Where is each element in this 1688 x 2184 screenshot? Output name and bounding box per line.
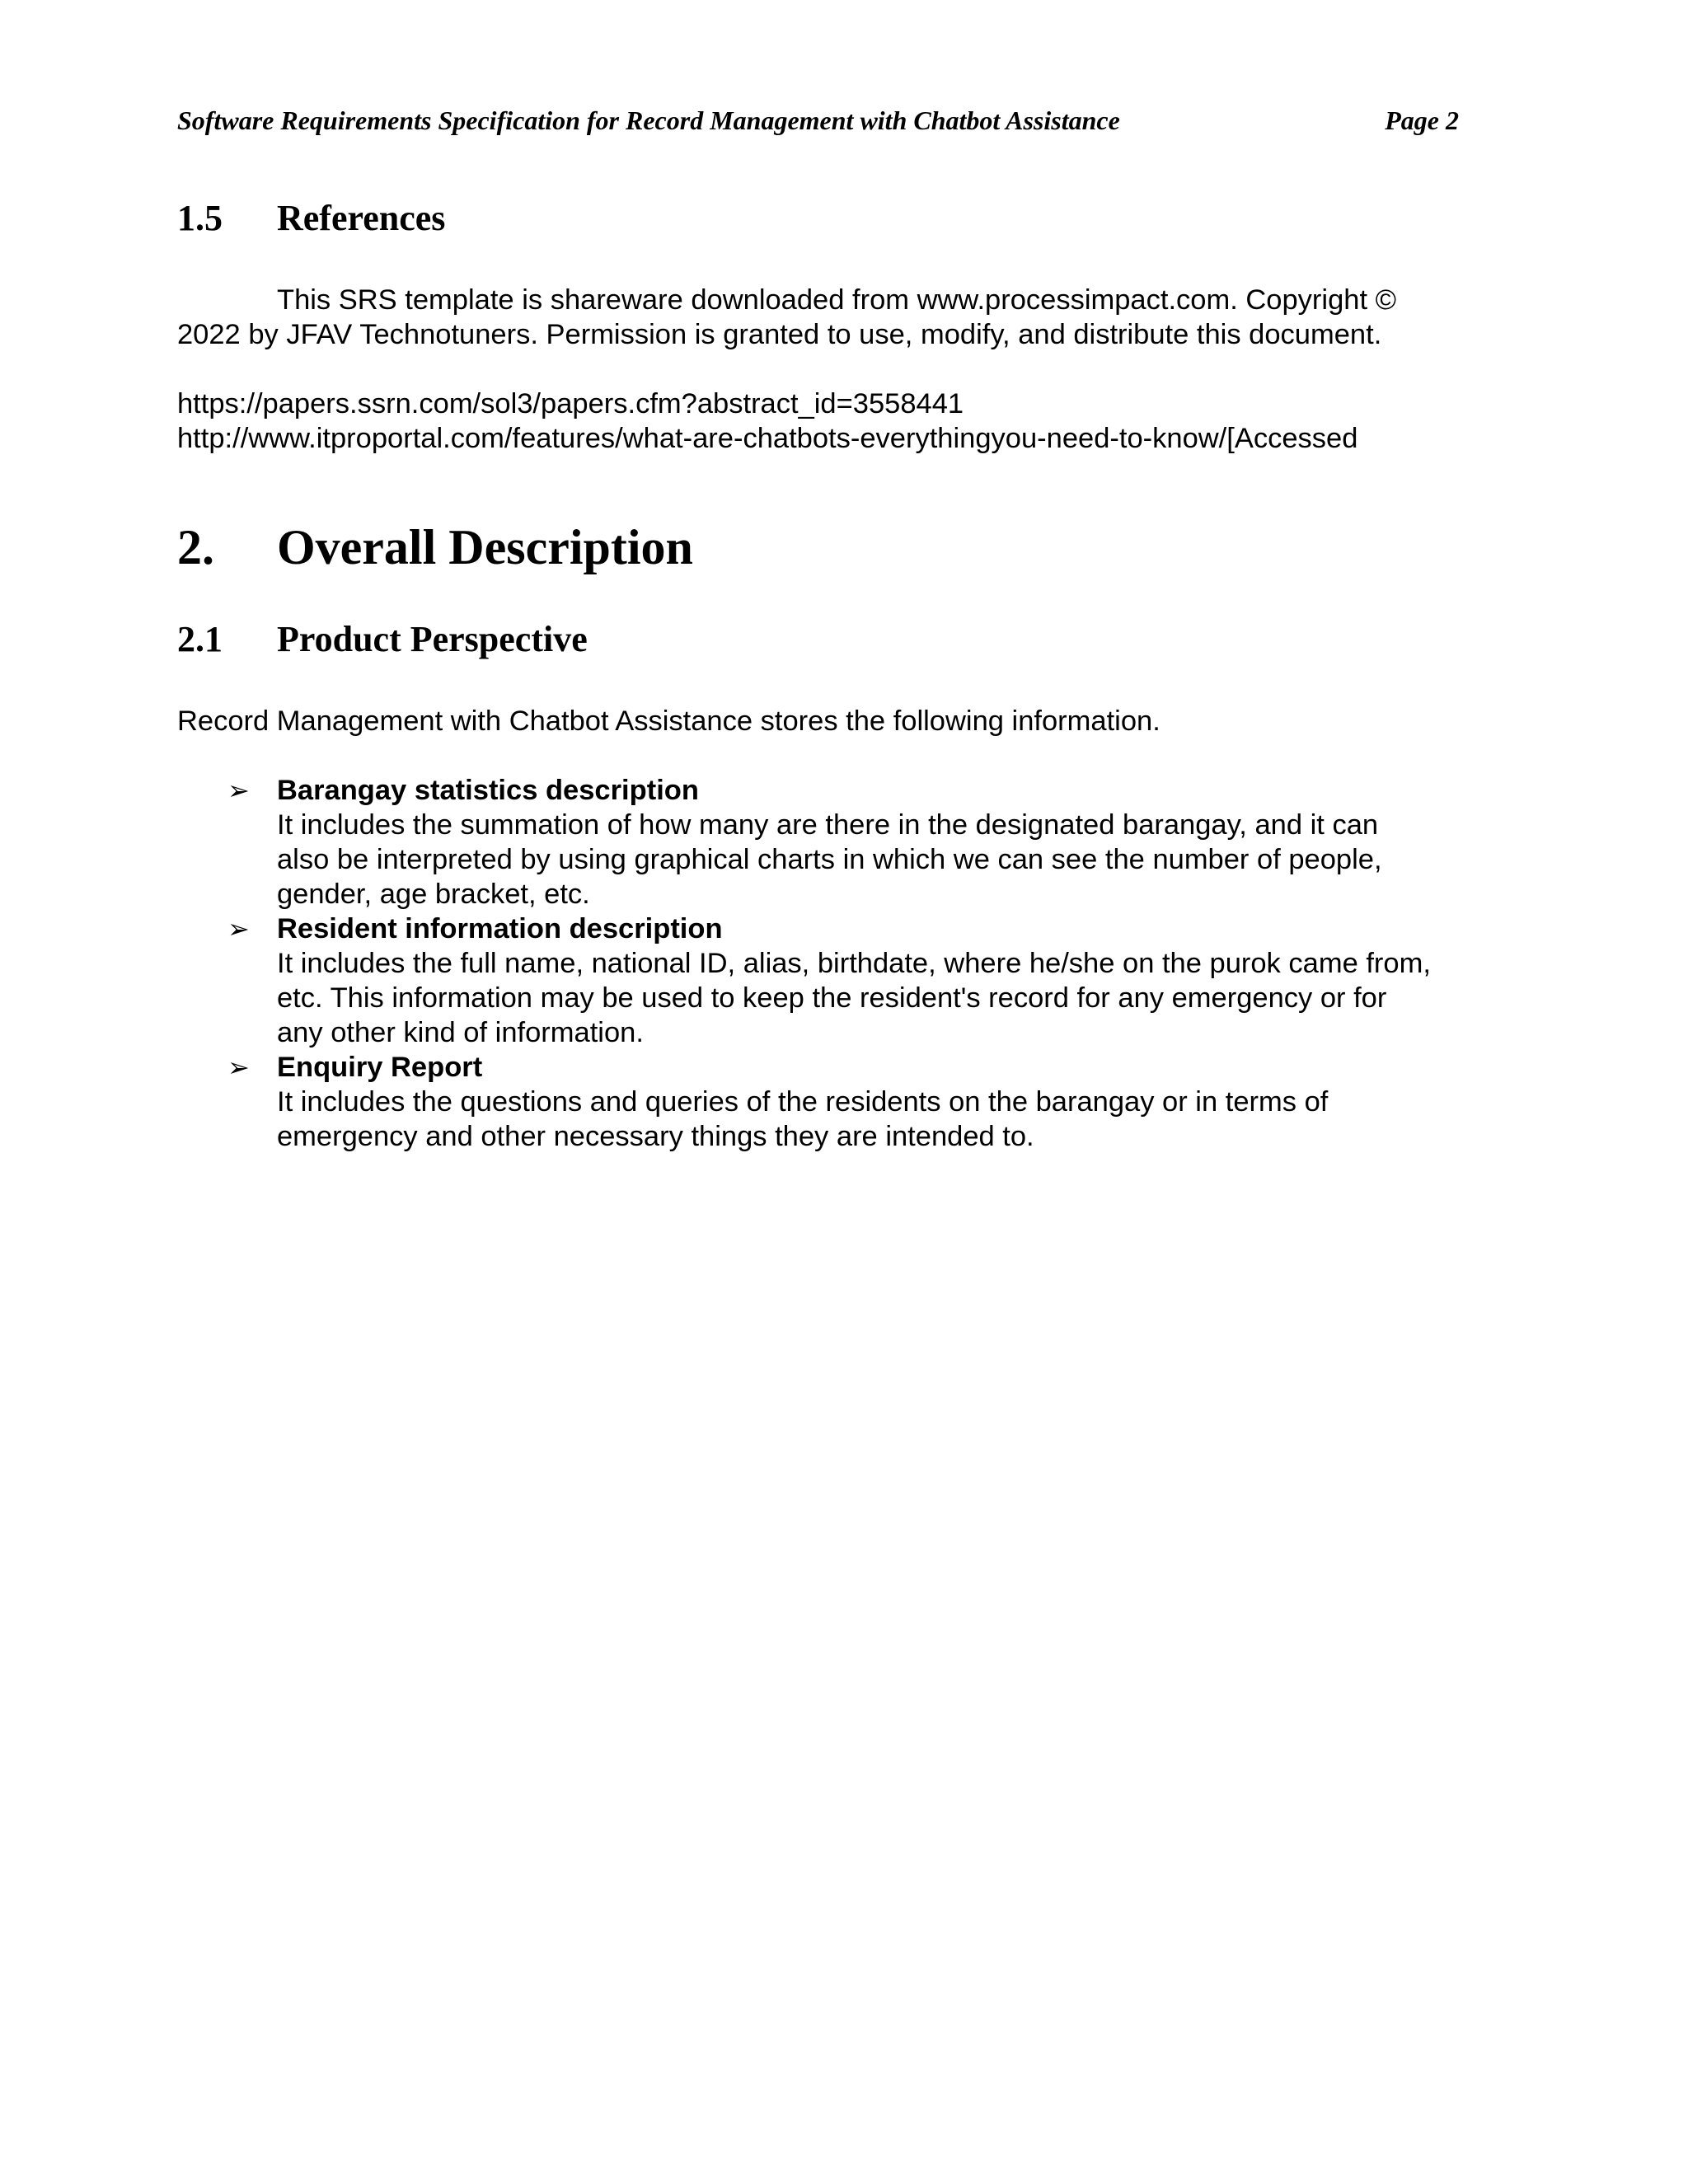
reference-list xyxy=(177,387,1357,456)
heading-1-5 xyxy=(177,195,1496,241)
list-item-title: Barangay statistics description xyxy=(277,775,699,806)
list-item-line: etc. This information may be used to keep the resident's record for any emergency or for xyxy=(277,982,1387,1014)
references-paragraph xyxy=(177,283,1396,352)
paragraph-line: Record Management with Chatbot Assistance stores the following information. xyxy=(177,705,1160,737)
arrow-bullet-icon: ➢ xyxy=(227,913,250,944)
list-item xyxy=(277,773,1382,912)
list-item-line: It includes the summation of how many are there in the designated barangay, and it can xyxy=(277,809,1379,841)
arrow-bullet-icon: ➢ xyxy=(227,775,250,806)
section-number: 1.5 xyxy=(177,198,223,238)
reference-link: https://papers.ssrn.com/sol3/papers.cfm?abstract_id=3558441 xyxy=(177,388,964,419)
list-item-line: also be interpreted by using graphical charts in which we can see the number of people, xyxy=(277,844,1382,875)
list-item xyxy=(277,912,1431,1050)
section-number: 2. xyxy=(177,520,214,574)
list-item-line: gender, age bracket, etc. xyxy=(277,879,590,910)
section-number: 2.1 xyxy=(177,619,223,659)
section-title: References xyxy=(277,198,446,238)
running-header xyxy=(177,102,1459,138)
paragraph-line: This SRS template is shareware downloaded from www.processimpact.com. Copyright © xyxy=(277,284,1397,316)
list-item-line: emergency and other necessary things they are intended to. xyxy=(277,1121,1034,1152)
heading-2-1 xyxy=(177,616,1496,663)
reference-link: http://www.itproportal.com/features/what-are-chatbots-everythingyou-need-to-know/[Accessed xyxy=(177,423,1358,454)
list-item-title: Resident information description xyxy=(277,913,723,944)
list-item-line: It includes the questions and queries of the residents on the barangay or in terms of xyxy=(277,1086,1329,1118)
list-item-title: Enquiry Report xyxy=(277,1052,483,1083)
section-title: Product Perspective xyxy=(277,619,588,659)
heading-2 xyxy=(177,518,1496,577)
arrow-bullet-icon: ➢ xyxy=(227,1052,250,1083)
list-item xyxy=(277,1050,1328,1154)
header-title: Software Requirements Specification for Record Management with Chatbot Assistance xyxy=(177,105,1120,135)
list-item-line: any other kind of information. xyxy=(277,1017,644,1048)
list-item-line: It includes the full name, national ID, alias, birthdate, where he/she on the purok came from, xyxy=(277,948,1431,979)
page-number: Page 2 xyxy=(1385,105,1459,135)
section-title: Overall Description xyxy=(277,520,693,574)
intro-paragraph xyxy=(177,704,1160,738)
paragraph-line: 2022 by JFAV Technotuners. Permission is granted to use, modify, and distribute this document. xyxy=(177,319,1382,350)
